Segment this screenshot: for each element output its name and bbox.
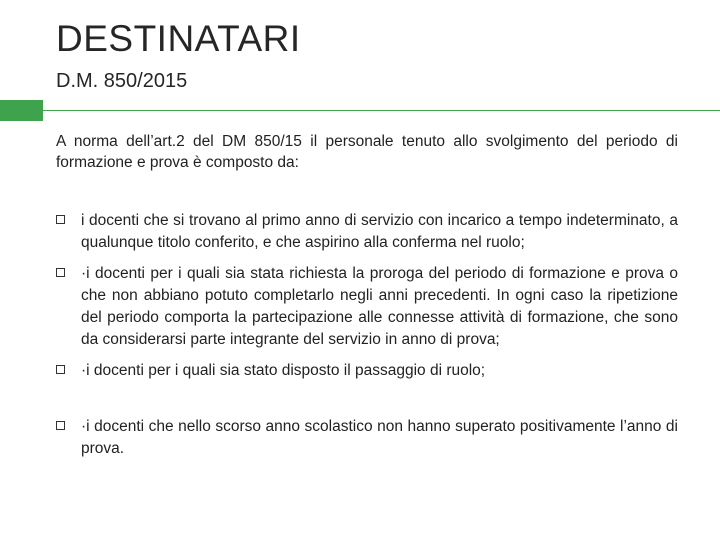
accent-block: [0, 100, 43, 121]
accent-divider: [43, 110, 720, 111]
square-bullet-icon: [56, 215, 65, 224]
square-bullet-icon: [56, 365, 65, 374]
bullet-text: ·i docenti per i quali sia stata richiesta la proroga del periodo di formazione e prova o che non abbiano potuto completarlo negli anni precedenti. In ogni caso la ripetizione del periodo comporta la partecipazione alle connesse attività di formazione, che sono da considerarsi parte integrante del servizio in anno di prova;: [81, 265, 678, 348]
list-item: [56, 210, 678, 253]
bullet-text: i docenti che si trovano al primo anno di servizio con incarico a tempo indeterminato, a qualunque titolo conferito, e che aspirino alla conferma nel ruolo;: [81, 212, 678, 251]
bullet-text: ·i docenti per i quali sia stato disposto il passaggio di ruolo;: [81, 362, 486, 380]
list-item: [56, 416, 678, 459]
bullet-text: ·i docenti che nello scorso anno scolastico non hanno superato positivamente l’anno di prova.: [81, 417, 678, 457]
bullet-list: [56, 210, 678, 459]
slide-title: DESTINATARI: [56, 18, 301, 59]
slide-subtitle: D.M. 850/2015: [56, 70, 188, 92]
list-item: [56, 360, 678, 382]
square-bullet-icon: [56, 421, 65, 430]
intro-paragraph: A norma dell’art.2 del DM 850/15 il personale tenuto allo svolgimento del periodo di formazione e prova è composto da:: [56, 133, 678, 171]
square-bullet-icon: [56, 268, 65, 277]
list-item: [56, 263, 678, 350]
